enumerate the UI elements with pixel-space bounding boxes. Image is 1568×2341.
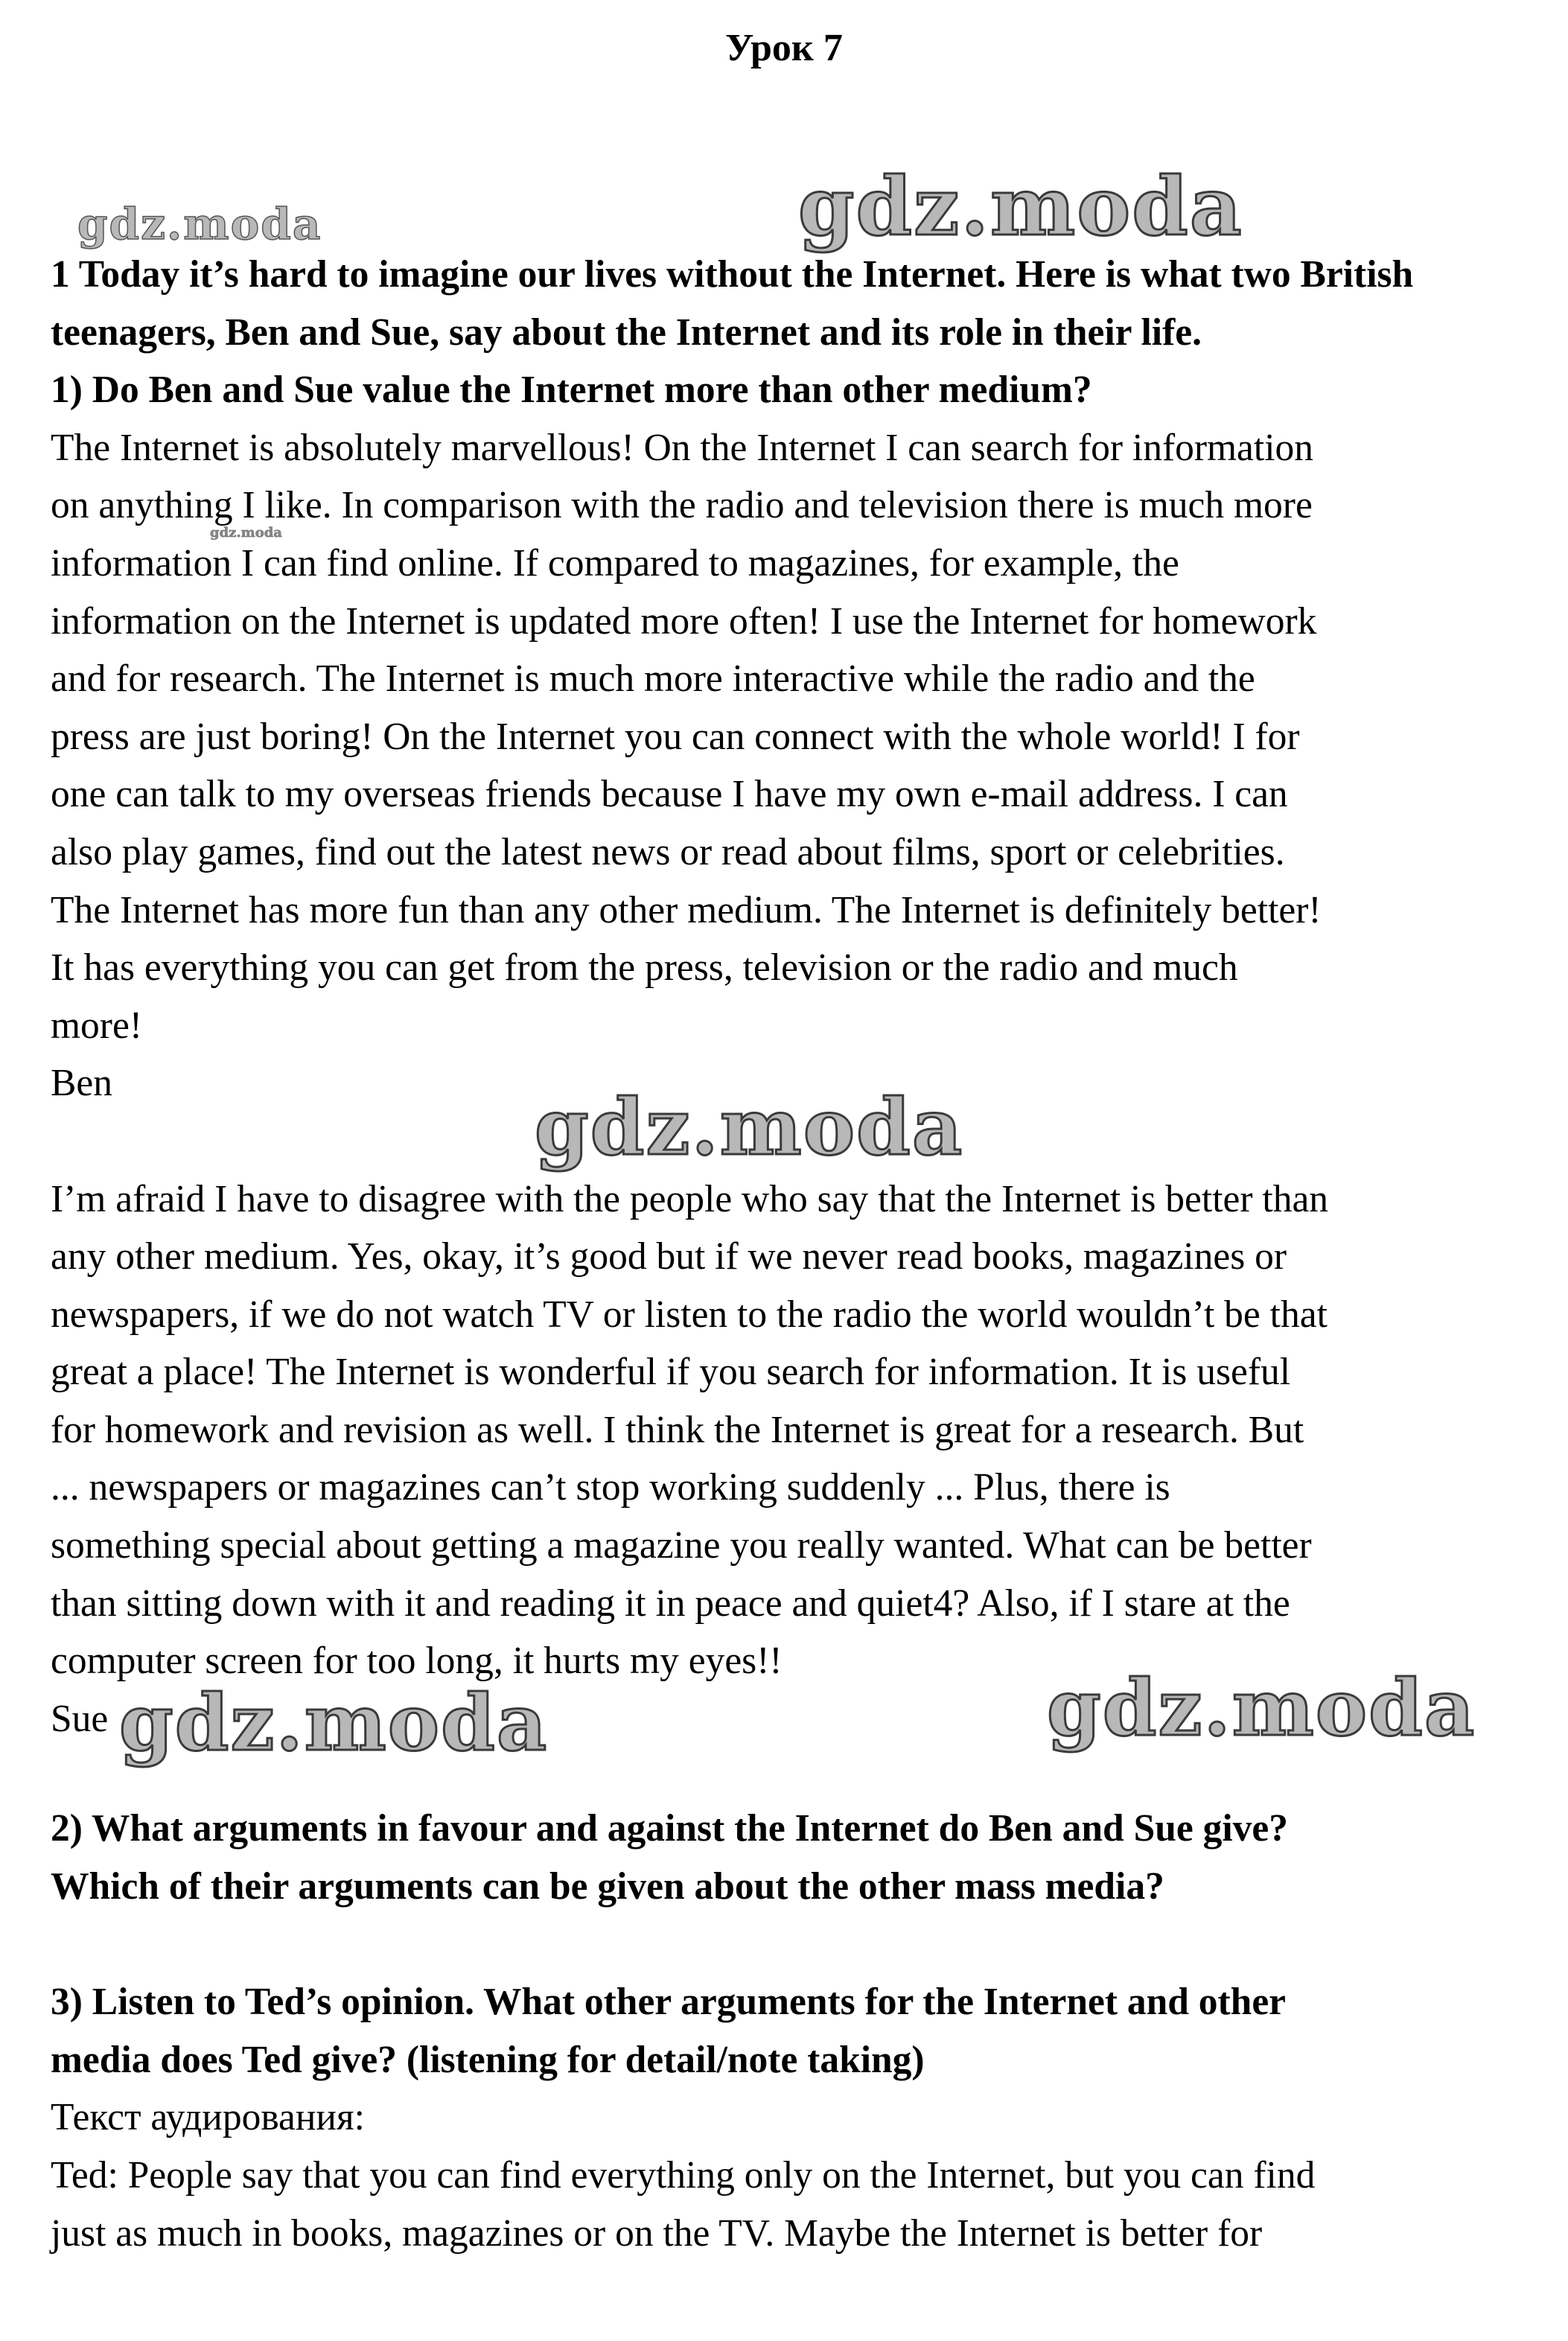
ben-signature: Ben	[51, 1062, 112, 1105]
spacer	[51, 1748, 1532, 1800]
watermark-top-center: gdz.moda	[798, 160, 1243, 254]
ben-opinion-text: The Internet is absolutely marvellous! On the Internet I can search for information on anything I like. In comparison with the radio and television there is much more information I can find online. If compared to magazines, for example, the information on the Internet is updated more often! I use the Internet for homework and for research. The Internet is much more interactive while the radio and the press are just boring! On the Internet you can connect with the whole world! I for one can talk to my overseas friends because I have my own e-mail address. I can also play games, find out the latest news or read about films, sport or celebrities. The Internet has more fun than any other medium. The Internet is definitely better! It has everything you can get from the press, television or the radio and much more!	[51, 426, 1322, 1047]
ted-opinion-text: Ted: People say that you can find everything only on the Internet, but you can find just as much in books, magazines or on the TV. Maybe the Internet is better for	[51, 2154, 1316, 2255]
sue-opinion-text: I’m afraid I have to disagree with the people who say that the Internet is better than any other medium. Yes, okay, it’s good but if we never read books, magazines or newspapers, if we do not watch TV or listen to the radio the world wouldn’t be that great a place! The Internet is wonderful if you search for information. It is useful for homework and revision as well. I think the Internet is great for a research. But ... newspapers or magazines can’t stop working suddenly ... Plus, there is something special about getting a magazine you really wanted. What can be better than sitting down with it and reading it in peace and quiet4? Also, if I stare at the computer screen for too long, it hurts my eyes!!	[51, 1177, 1329, 1683]
watermark-bottom-right: gdz.moda	[1047, 1662, 1476, 1754]
watermark-middle: gdz.moda	[535, 1081, 964, 1173]
task3-question: 3) Listen to Ted’s opinion. What other arguments for the Internet and other media does Ted give? (listening for detail/note taking)	[51, 1981, 1287, 2081]
task2-question: 2) What arguments in favour and against the Internet do Ben and Sue give? Which of their arguments can be given about the other mass media?	[51, 1807, 1289, 1908]
spacer	[51, 1916, 1532, 1974]
watermark-tiny: gdz.moda	[210, 525, 282, 541]
document-body	[51, 246, 1532, 2262]
lesson-title: Урок 7	[725, 27, 843, 69]
task1-heading: 1 Today it’s hard to imagine our lives without the Internet. Here is what two British teenagers, Ben and Sue, say about the Internet and its role in their life.	[51, 253, 1414, 354]
task1-question: 1) Do Ben and Sue value the Internet more than other medium?	[51, 369, 1092, 412]
watermark-bottom-left: gdz.moda	[119, 1677, 549, 1768]
sue-signature: Sue	[51, 1697, 109, 1740]
listening-label: Текст аудирования:	[51, 2096, 365, 2139]
spacer	[51, 1112, 1532, 1170]
watermark-top-left: gdz.moda	[77, 199, 322, 249]
